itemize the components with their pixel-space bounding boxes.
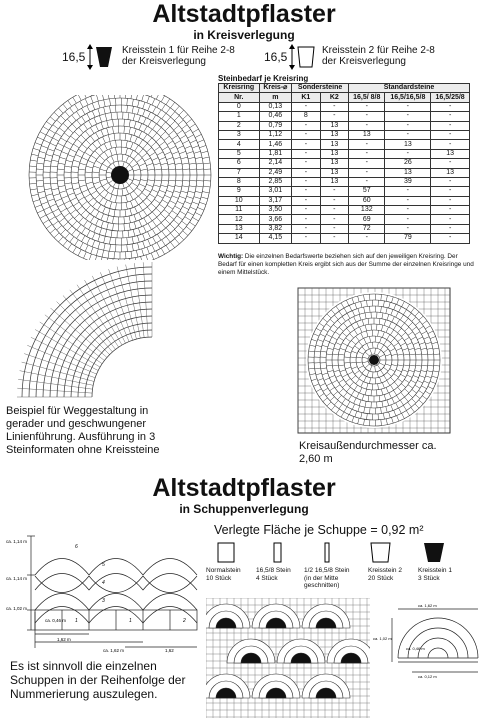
table-cell: - [292,102,320,111]
table-cell: 0 [219,102,260,111]
th-k1: K1 [292,93,320,102]
circle-paving-illustration [5,95,225,260]
kreisstein-1-icon [96,47,112,67]
num-3: 3 [102,598,105,604]
area-text: Verlegte Fläche je Schuppe = 0,92 m² [214,523,424,537]
fan-paving-illustration [206,598,370,718]
th-s1: 16,5/ 8/8 [349,93,385,102]
table-cell: - [431,159,470,168]
table-cell: - [320,234,348,243]
table-cell: - [292,187,320,196]
table-cell: - [292,224,320,233]
table-cell: 1,12 [259,130,292,139]
note-bold: Wichtig: [218,253,244,260]
table-cell: - [431,215,470,224]
table-row [219,121,470,130]
table-cell: - [292,196,320,205]
table-cell: - [349,102,385,111]
table-cell: - [320,112,348,121]
page-title: Altstadtpflaster [152,0,336,28]
table-cell: - [320,215,348,224]
table-cell: - [292,159,320,168]
dim-h3: ca. 1,02 m [6,606,28,611]
table-row [219,215,470,224]
table-cell: - [292,234,320,243]
table-cell: - [431,224,470,233]
table-cell: 4,15 [259,234,292,243]
table-row [219,149,470,158]
stone-label-4: Kreisstein 2 20 Stück [368,567,402,582]
table-cell: 3,01 [259,187,292,196]
table-cell: 13 [320,140,348,149]
weg-text-4: Steinformaten ohne Kreissteine [6,444,160,456]
table-cell: - [385,187,431,196]
table-cell: - [385,112,431,121]
table-cell: - [349,168,385,177]
table-cell: - [320,224,348,233]
th-s3: 16,5/25/8 [431,93,470,102]
table-cell: - [320,102,348,111]
table-cell: - [320,196,348,205]
kreisstein-2-icon [371,543,390,562]
note-text: Die einzelnen Bedarfswerte beziehen sich auf den jeweiligen Kreisring. Der Bedarf für einen kompletten Kreis ergibt sich aus der Summe der einzelnen Kreisringe und einem Mittelstück. [218,253,474,276]
single-dim-inner: ca. 0,46 m [406,646,425,651]
table-cell: 13 [431,168,470,177]
table-cell: 0,46 [259,112,292,121]
section2-subtitle: in Schuppenverlegung [179,502,309,516]
table-cell: 13 [385,168,431,177]
table-cell: 13 [320,177,348,186]
table-cell: - [292,215,320,224]
table-cell: - [349,140,385,149]
table-cell: 1,46 [259,140,292,149]
table-cell: - [385,121,431,130]
th-m: m [259,93,292,102]
num-4: 4 [102,580,105,586]
height-arrow-icon [288,44,318,70]
table-cell: - [320,206,348,215]
table-cell: - [431,177,470,186]
num-6: 6 [75,544,78,550]
half-stone-icon [325,543,329,562]
table-row [219,130,470,139]
table-cell: 4 [219,140,260,149]
table-cell: 13 [385,140,431,149]
table-cell: - [292,168,320,177]
table-cell: - [292,206,320,215]
stone2-label-1: Kreisstein 2 für Reihe 2-8 [322,45,435,56]
table-cell: - [320,187,348,196]
table-cell: 13 [320,159,348,168]
single-schuppe-diagram [372,600,484,680]
table-cell: 13 [320,130,348,139]
table-cell: - [385,224,431,233]
table-row [219,102,470,111]
table-cell: - [431,206,470,215]
th-s2: 16,5/16,5/8 [385,93,431,102]
table-cell: 13 [320,168,348,177]
table-cell: - [349,177,385,186]
table-cell: 3,17 [259,196,292,205]
weg-text-2: gerader und geschwungener [6,418,147,430]
kreisstein-1-icon [424,543,444,562]
th-standard: Standardsteine [349,84,470,93]
table-caption: Steinbedarf je Kreisring [218,74,309,83]
table-note [218,253,474,277]
page-subtitle: in Kreisverlegung [193,28,295,42]
table-cell: - [292,121,320,130]
th-kreisring: Kreisring [219,84,260,93]
table-cell: 13 [349,130,385,139]
table-cell: - [431,112,470,121]
table-cell: 6 [219,159,260,168]
dim-h1: ca. 1,14 m [6,539,28,544]
table-cell: - [349,112,385,121]
table-cell: - [385,215,431,224]
square-circle-illustration [297,287,452,435]
table-cell: 2,85 [259,177,292,186]
weg-text-1: Beispiel für Weggestaltung in [6,405,149,417]
kreis-text-2: 2,60 m [299,453,333,465]
bottom-text-2: Schuppen in der Reihenfolge der [10,673,186,687]
table-cell: - [431,187,470,196]
table-row [219,187,470,196]
table-cell: 14 [219,234,260,243]
single-dim-bottom: ca. 0,12 m [418,674,437,679]
table-row [219,159,470,168]
table-cell: 8 [219,177,260,186]
table-cell: 11 [219,206,260,215]
num-1: 1 [75,618,78,624]
th-nr: Nr. [219,93,260,102]
th-k2: K2 [320,93,348,102]
table-row [219,224,470,233]
stone-requirements-table [218,83,470,244]
table-cell: - [431,196,470,205]
table-cell: 3,50 [259,206,292,215]
table-cell: - [431,130,470,139]
table-cell: - [385,206,431,215]
th-sonder: Sondersteine [292,84,349,93]
table-row [219,112,470,121]
stone-label-1: Normalstein 10 Stück [206,567,241,582]
table-cell: - [431,234,470,243]
dim-w2: 1,62 m [57,637,71,642]
table-cell: - [292,140,320,149]
table-cell: - [349,234,385,243]
table-cell: 26 [385,159,431,168]
table-cell: 0,79 [259,121,292,130]
table-cell: 1 [219,112,260,121]
table-cell: - [292,130,320,139]
table-row [219,206,470,215]
stone2-label-2: der Kreisverlegung [322,56,406,67]
table-cell: - [431,121,470,130]
stone-label-5: Kreisstein 1 3 Stück [418,567,452,582]
dim-w3: ca. 1,62 m [103,648,125,653]
table-cell: 39 [385,177,431,186]
table-cell: - [292,177,320,186]
table-cell: - [385,196,431,205]
section2-title: Altstadtpflaster [152,474,336,502]
single-dim-left: ca. 1,02 m [373,636,392,641]
table-cell: 3,82 [259,224,292,233]
bottom-text-1: Es ist sinnvoll die einzelnen [10,659,157,673]
table-row [219,196,470,205]
table-cell: 3 [219,130,260,139]
weg-text-3: Linienführung. Ausführung in 3 [6,431,156,443]
schuppen-layout-diagram [5,530,205,655]
table-cell: 72 [349,224,385,233]
stone1-size: 16,5 [62,50,86,64]
table-cell: 8 [292,112,320,121]
height-arrow-icon [86,44,116,70]
table-cell: 57 [349,187,385,196]
stone1-label-1: Kreisstein 1 für Reihe 2-8 [122,45,235,56]
th-kreis: Kreis-⌀ [259,84,292,93]
table-cell: - [349,149,385,158]
table-cell: 13 [320,149,348,158]
table-cell: 2 [219,121,260,130]
table-cell: - [385,130,431,139]
table-cell: 7 [219,168,260,177]
table-cell: 60 [349,196,385,205]
curved-path-illustration [2,262,162,402]
table-cell: 2,49 [259,168,292,177]
bottom-text-3: Nummerierung auszulegen. [10,687,158,701]
table-cell: - [431,140,470,149]
table-cell: - [349,121,385,130]
stone1-label-2: der Kreisverlegung [122,56,206,67]
table-row [219,168,470,177]
table-cell: 13 [219,224,260,233]
table-cell: 9 [219,187,260,196]
table-cell: 5 [219,149,260,158]
table-cell: - [349,159,385,168]
num-5: 5 [102,562,105,568]
kreis-text-1: Kreisaußendurchmesser ca. [299,440,437,452]
table-cell: - [385,149,431,158]
table-cell: - [292,149,320,158]
normalstein-icon [218,543,234,562]
num-1b: 1 [129,618,132,624]
table-cell: - [385,102,431,111]
table-cell: 12 [219,215,260,224]
table-cell: 13 [431,149,470,158]
table-cell: - [431,102,470,111]
table-cell: 3,66 [259,215,292,224]
table-cell: 132 [349,206,385,215]
kreisstein-2-icon [298,47,314,67]
table-cell: 0,13 [259,102,292,111]
table-cell: 69 [349,215,385,224]
table-cell: 79 [385,234,431,243]
stone2-size: 16,5 [264,50,288,64]
stone-icons [212,541,482,565]
num-2: 2 [183,618,186,624]
dim-w1: ca. 0,46 m [45,618,67,623]
single-dim-top: ca. 1,62 m [418,603,437,608]
table-row [219,234,470,243]
table-cell: 2,14 [259,159,292,168]
stone-label-3: 1/2 16,5/8 Stein (in der Mitte geschnitten) [304,567,350,589]
stone-16-5-8-icon [274,543,281,562]
table-cell: 10 [219,196,260,205]
dim-w4: 1,62 [165,648,174,653]
table-cell: 13 [320,121,348,130]
dim-h2: ca. 1,14 m [6,576,28,581]
table-cell: 1,81 [259,149,292,158]
stone-label-2: 16,5/8 Stein 4 Stück [256,567,291,582]
table-row [219,177,470,186]
table-row [219,140,470,149]
